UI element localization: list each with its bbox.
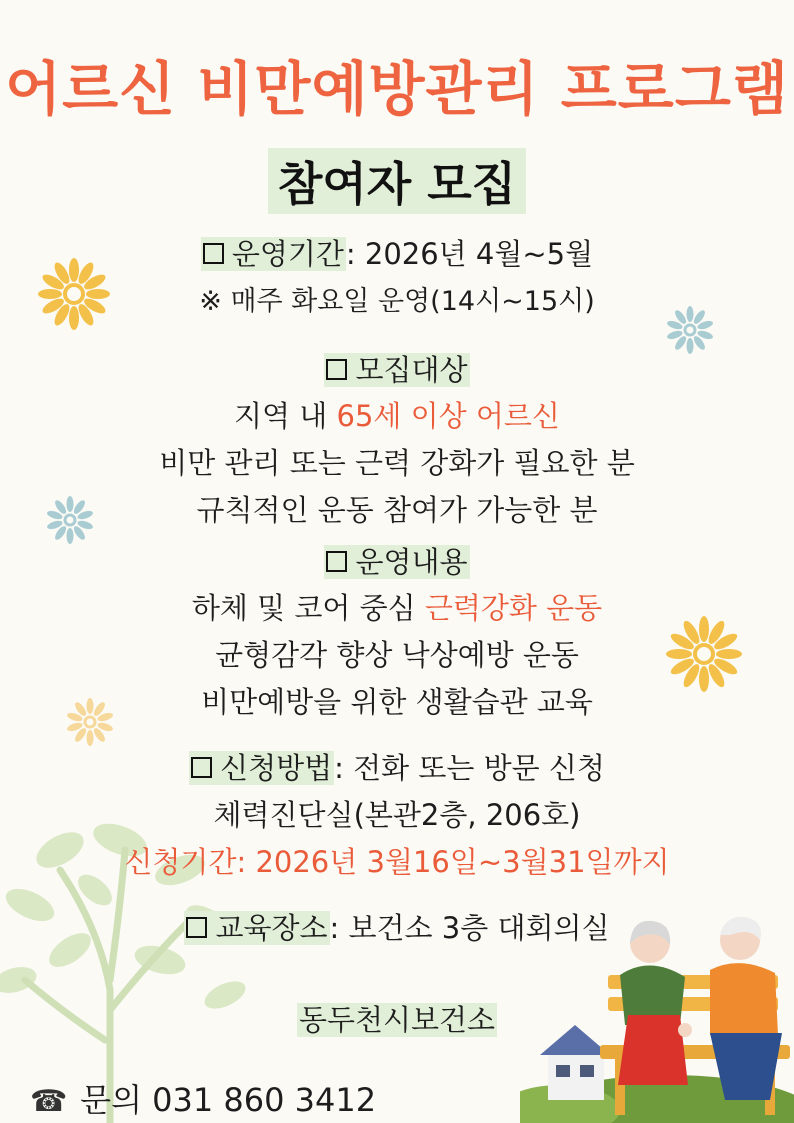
organizer-line (0, 1002, 794, 1038)
period-heading: 운영기간 (231, 237, 344, 271)
contact-label: 문의 031 860 3412 (80, 1081, 377, 1119)
checkbox-icon (326, 359, 347, 380)
apply-deadline: 신청기간: 2026년 3월16일~3월31일까지 (124, 845, 670, 879)
content-line-1-prefix: 하체 및 코어 중심 (191, 591, 425, 625)
checkbox-icon (191, 757, 212, 778)
checkbox-icon (203, 243, 224, 264)
period-note: ※ 매주 화요일 운영(14시~15시) (199, 286, 595, 317)
content-heading: 운영내용 (355, 545, 468, 579)
subtitle-container (0, 148, 794, 214)
period-heading-box (201, 237, 346, 271)
target-heading-line (0, 352, 794, 388)
page-subtitle: 참여자 모집 (268, 148, 526, 214)
location-heading: 교육장소 (215, 911, 328, 945)
location-line (0, 910, 794, 946)
target-line-3: 규칙적인 운동 참여가 가능한 분 (196, 493, 598, 527)
period-line (0, 236, 794, 272)
target-line-1-highlight: 65세 이상 어르신 (336, 399, 560, 433)
apply-line (0, 750, 794, 786)
apply-value: : 전화 또는 방문 신청 (334, 751, 605, 785)
location-value: : 보건소 3층 대회의실 (329, 911, 610, 945)
period-value: : 2026년 4월~5월 (345, 237, 594, 271)
apply-heading-box (189, 751, 334, 785)
target-line-1 (0, 398, 794, 434)
contact-line (30, 1075, 376, 1121)
target-line-1-prefix: 지역 내 (234, 399, 337, 433)
checkbox-icon (326, 551, 347, 572)
content-heading-line (0, 544, 794, 580)
location-heading-box (184, 911, 329, 945)
page-title: 어르신 비만예방관리 프로그램 (5, 55, 789, 123)
target-heading: 모집대상 (355, 353, 468, 387)
content-line-3: 비만예방을 위한 생활습관 교육 (201, 685, 593, 719)
target-heading-box (324, 353, 469, 387)
content-heading-box (324, 545, 469, 579)
phone-icon: ☎ (30, 1084, 68, 1119)
target-line-2: 비만 관리 또는 근력 강화가 필요한 분 (159, 446, 635, 480)
content-line-2: 균형감각 향상 낙상예방 운동 (215, 638, 579, 672)
content-line-1-highlight: 근력강화 운동 (424, 591, 603, 625)
apply-place: 체력진단실(본관2층, 206호) (213, 798, 581, 832)
checkbox-icon (186, 917, 207, 938)
organizer-name: 동두천시보건소 (298, 1003, 496, 1037)
apply-heading: 신청방법 (220, 751, 333, 785)
content-line-1 (0, 590, 794, 626)
